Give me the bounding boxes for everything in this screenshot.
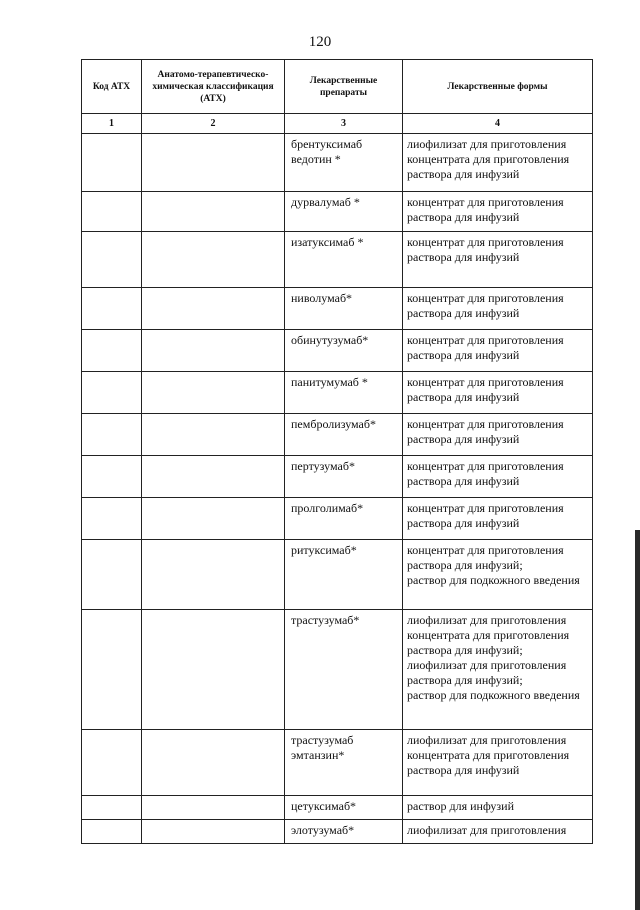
table-row [82, 330, 593, 372]
table-row [82, 134, 593, 192]
table-row [82, 372, 593, 414]
drug-name: ниволумаб* [285, 288, 403, 330]
drug-name: трастузумаб эмтанзин* [285, 730, 403, 796]
column-number: 4 [403, 114, 593, 134]
dosage-form: концентрат для приготовления раствора для инфузий [403, 192, 593, 232]
dosage-form: лиофилизат для приготовления концентрата для приготовления раствора для инфузий [403, 730, 593, 796]
table-row [82, 730, 593, 796]
drug-name: пембролизумаб* [285, 414, 403, 456]
table-row [82, 796, 593, 820]
drug-name: изатуксимаб * [285, 232, 403, 288]
table-row [82, 456, 593, 498]
dosage-form: раствор для инфузий [403, 796, 593, 820]
scan-edge [635, 530, 640, 910]
dosage-form: лиофилизат для приготовления концентрата для приготовления раствора для инфузий; лиофилизат для приготовления раствора для инфузий; раствор для подкожного введения [403, 610, 593, 730]
drug-name: цетуксимаб* [285, 796, 403, 820]
table-row [82, 192, 593, 232]
dosage-form: концентрат для приготовления раствора для инфузий [403, 330, 593, 372]
drug-name: обинутузумаб* [285, 330, 403, 372]
page-number: 120 [308, 34, 332, 50]
header-atc-code: Код АТХ [82, 60, 142, 114]
table-row [82, 288, 593, 330]
dosage-form: концентрат для приготовления раствора для инфузий [403, 456, 593, 498]
column-number: 1 [82, 114, 142, 134]
table-row [82, 498, 593, 540]
dosage-form: концентрат для приготовления раствора для инфузий [403, 288, 593, 330]
drug-name: дурвалумаб * [285, 192, 403, 232]
drug-table [81, 59, 593, 844]
drug-name: брентуксимаб ведотин * [285, 134, 403, 192]
dosage-form: концентрат для приготовления раствора для инфузий [403, 372, 593, 414]
header-drugs: Лекарственные препараты [285, 60, 403, 114]
table-row [82, 540, 593, 610]
header-atc-classification: Анатомо-терапевтическо-химическая классификация (АТХ) [142, 60, 285, 114]
dosage-form: лиофилизат для приготовления концентрата для приготовления раствора для инфузий [403, 134, 593, 192]
table-row [82, 610, 593, 730]
drug-name: панитумумаб * [285, 372, 403, 414]
drug-name: пертузумаб* [285, 456, 403, 498]
drug-name: трастузумаб* [285, 610, 403, 730]
drug-name: ритуксимаб* [285, 540, 403, 610]
dosage-form: концентрат для приготовления раствора для инфузий [403, 498, 593, 540]
drug-name: элотузумаб* [285, 820, 403, 844]
table-row [82, 232, 593, 288]
column-number: 2 [142, 114, 285, 134]
table-row [82, 414, 593, 456]
dosage-form: концентрат для приготовления раствора для инфузий; раствор для подкожного введения [403, 540, 593, 610]
dosage-form: концентрат для приготовления раствора для инфузий [403, 414, 593, 456]
drug-name: пролголимаб* [285, 498, 403, 540]
column-number: 3 [285, 114, 403, 134]
dosage-form: лиофилизат для приготовления [403, 820, 593, 844]
table-row [82, 820, 593, 844]
dosage-form: концентрат для приготовления раствора для инфузий [403, 232, 593, 288]
header-dosage-forms: Лекарственные формы [403, 60, 593, 114]
